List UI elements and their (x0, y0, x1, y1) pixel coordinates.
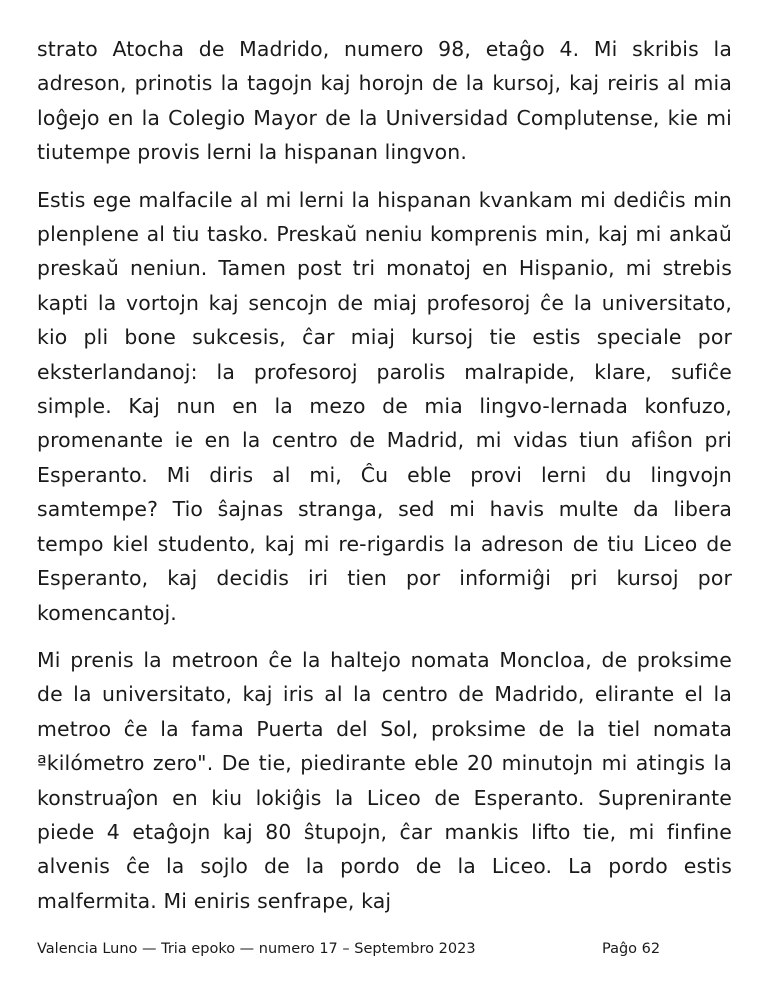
footer-page-number: Paĝo 62 (602, 941, 661, 957)
footer-publication: Valencia Luno — Tria epoko — numero 17 – Septembro 2023 (37, 941, 476, 957)
paragraph-2: Estis ege malfacile al mi lerni la hispanan kvankam mi dediĉis min plenplene al tiu tasko. Preskaŭ neniu komprenis min, kaj mi ankaŭ preskaŭ neniun. Tamen post tri monatoj en Hispanio, mi strebis kapti la vortojn kaj sencojn de miaj profesoroj ĉe la universitato, kio pli bone sukcesis, ĉar miaj kursoj tie estis speciale por eksterlandanoj: la profesoroj parolis malrapide, klare, sufiĉe simple. Kaj nun en la mezo de mia lingvo-lernada konfuzo, promenante ie en la centro de Madrid, mi vidas tiun afiŝon pri Esperanto. Mi diris al mi, Ĉu eble provi lerni du lingvojn samtempe? Tio ŝajnas stranga, sed mi havis multe da libera tempo kiel studento, kaj mi re-rigardis la adreson de tiu Liceo de Esperanto, kaj decidis iri tien por informiĝi pri kursoj por komencantoj. (37, 187, 732, 625)
article-body (37, 32, 732, 918)
paragraph-3: Mi prenis la metroon ĉe la haltejo nomata Moncloa, de proksime de la universitato, kaj iris al la centro de Madrido, elirante el la metroo ĉe la fama Puerta del Sol, proksime de la tiel nomata ªkilómetro zero". De tie, piedirante eble 20 minutojn mi atingis la konstruaĵon en kiu lokiĝis la Liceo de Esperanto. Suprenirante piede 4 etaĝojn kaj 80 ŝtupojn, ĉar mankis lifto tie, mi finfine alvenis ĉe la sojlo de la pordo de la Liceo. La pordo estis malfermita. Mi eniris senfrape, kaj (37, 647, 732, 913)
paragraph-1: strato Atocha de Madrido, numero 98, etaĝo 4. Mi skribis la adreson, prinotis la tagojn kaj horojn de la kursoj, kaj reiris al mia loĝejo en la Colegio Mayor de la Universidad Complutense, kie mi tiutempe provis lerni la hispanan lingvon. (37, 37, 732, 165)
